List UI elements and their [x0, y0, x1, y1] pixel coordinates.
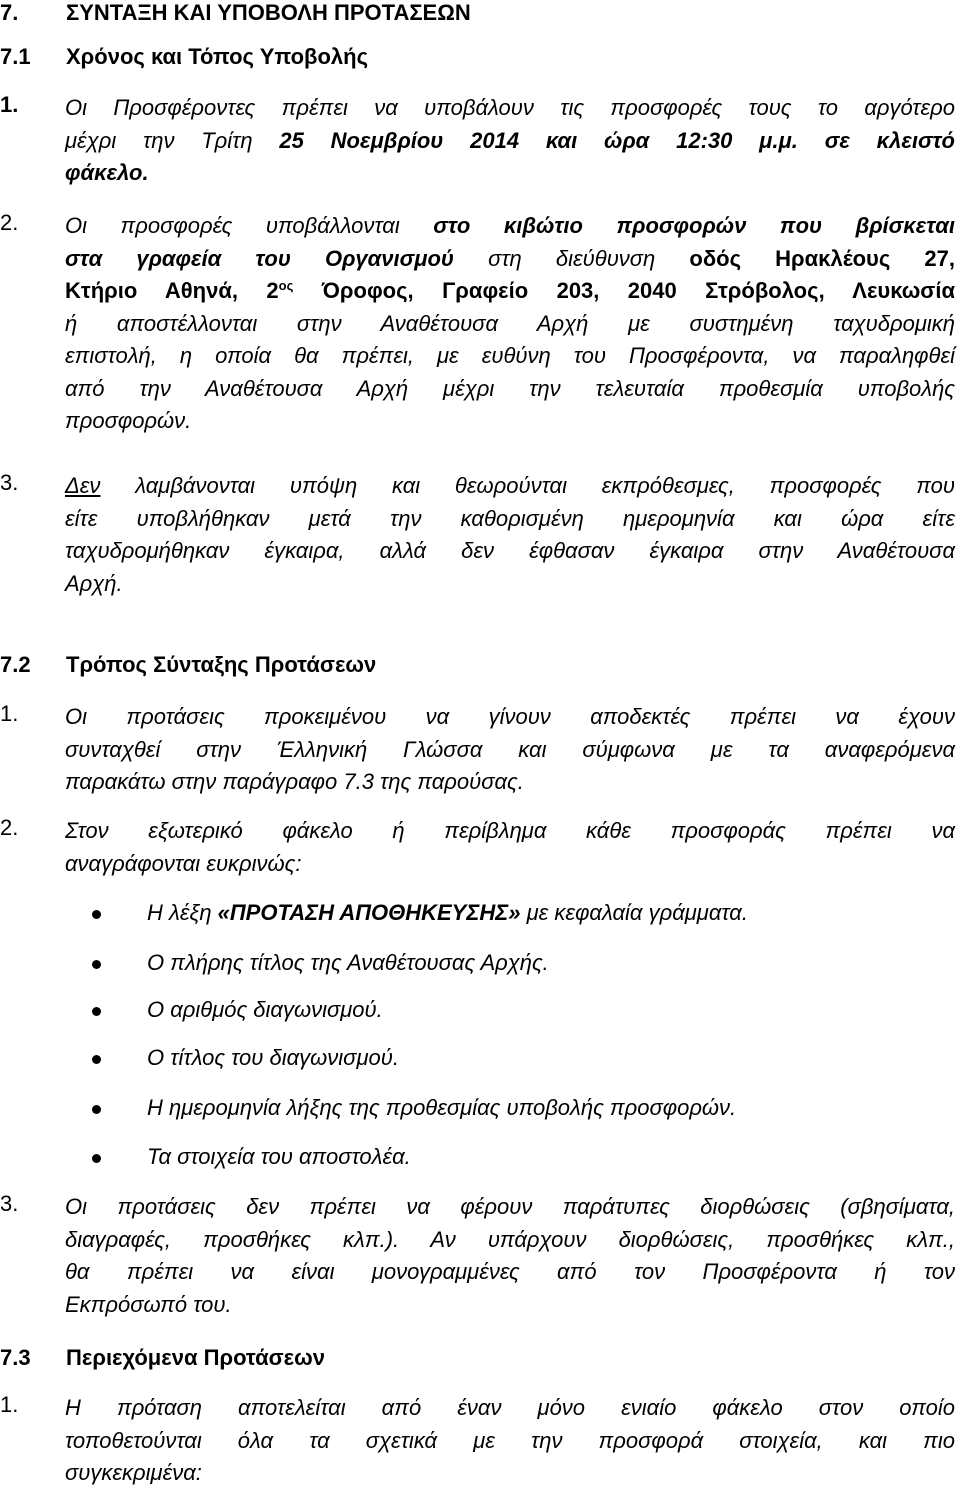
text-run: μέχρι την Τρίτη: [65, 127, 280, 153]
list-item: [0, 815, 955, 880]
bullet-text: [147, 900, 748, 926]
item-number: 2.: [0, 815, 19, 840]
text-run: με κεφαλαία γράμματα.: [520, 900, 748, 925]
bullet-icon: [92, 1055, 101, 1064]
address-text: οδός Ηρακλέους 27,: [689, 245, 955, 271]
list-item: [0, 1191, 955, 1321]
paragraph-line: [65, 275, 955, 308]
paragraph-line: [65, 470, 955, 503]
paragraph-line: Στον εξωτερικό φάκελο ή περίβλημα κάθε προσφοράς πρέπει να: [65, 818, 955, 843]
bullet-icon: [92, 1007, 101, 1016]
subsection-heading-7-3: [0, 1345, 325, 1371]
subsection-number: 7.2: [0, 652, 31, 677]
paragraph-line: Οι προτάσεις δεν πρέπει να φέρουν παράτυπες διορθώσεις (σβησίματα,: [65, 1194, 955, 1219]
list-item: [0, 1392, 955, 1490]
text-run: λαμβάνονται υπόψη και θεωρούνται εκπρόθεσμες, προσφορές που: [100, 473, 955, 498]
list-item: [0, 701, 955, 799]
paragraph-line: παρακάτω στην παράγραφο 7.3 της παρούσας.: [65, 769, 524, 794]
text-run: στα γραφεία του Οργανισμού: [65, 245, 454, 271]
subsection-heading-7-1: [0, 44, 368, 70]
paragraph-line: προσφορών.: [65, 408, 192, 433]
subsection-number: 7.1: [0, 44, 31, 69]
paragraph-line: συγκεκριμένα:: [65, 1460, 202, 1485]
bullet-icon: [92, 1105, 101, 1114]
bullet-text: Ο πλήρης τίτλος της Αναθέτουσας Αρχής.: [147, 950, 549, 975]
subsection-heading-7-2: [0, 652, 376, 678]
bullet-icon: [92, 960, 101, 969]
paragraph-line: Αρχή.: [65, 570, 123, 596]
text-run: Κτήριο Αθηνά, 2: [65, 278, 279, 303]
paragraph-line: [65, 210, 955, 243]
item-number: 3.: [0, 1191, 19, 1216]
subsection-title: Χρόνος και Τόπος Υποβολής: [66, 44, 369, 69]
paragraph-line: θα πρέπει να είναι μονογραμμένες από τον Προσφέροντα ή τον: [65, 1259, 955, 1284]
paragraph-line: από την Αναθέτουσα Αρχή μέχρι την τελευταία προθεσμία υποβολής: [65, 375, 955, 401]
bullet-text: Τα στοιχεία του αποστολέα.: [147, 1144, 411, 1169]
text-run: Η λέξη: [147, 900, 218, 925]
paragraph-line: [65, 243, 955, 276]
paragraph-line: συνταχθεί στην Έλληνική Γλώσσα και σύμφωνα με τα αναφερόμενα: [65, 736, 955, 762]
subsection-number: 7.3: [0, 1345, 31, 1370]
paragraph-line: είτε υποβλήθηκαν μετά την καθορισμένη ημερομηνία και ώρα είτε: [65, 505, 955, 531]
text-run: Οι προσφορές υποβάλλονται: [65, 213, 434, 238]
list-item: [0, 210, 955, 438]
paragraph-line: ή αποστέλλονται στην Αναθέτουσα Αρχή με συστημένη ταχυδρομική: [65, 310, 955, 336]
paragraph-line: τοποθετούνται όλα τα σχετικά με την προσφορά στοιχεία, και πιο: [65, 1427, 955, 1453]
paragraph-line: επιστολή, η οποία θα πρέπει, με ευθύνη του Προσφέροντα, να παραληφθεί: [65, 343, 955, 368]
paragraph-line: Οι προτάσεις προκειμένου να γίνουν αποδεκτές πρέπει να έχουν: [65, 704, 955, 729]
paragraph-line: Οι Προσφέροντες πρέπει να υποβάλουν τις προσφορές τους το αργότερο: [65, 95, 955, 120]
paragraph-line: ταχυδρομήθηκαν έγκαιρα, αλλά δεν έφθασαν έγκαιρα στην Αναθέτουσα: [65, 538, 955, 563]
item-number: 1.: [0, 701, 19, 726]
deadline-text: 25 Νοεμβρίου 2014 και ώρα 12:30 μ.μ. σε κλειστό: [279, 127, 955, 153]
item-number: 1.: [0, 92, 19, 117]
bullet-icon: [92, 1154, 101, 1163]
bullet-text: Ο τίτλος του διαγωνισμού.: [147, 1045, 399, 1070]
paragraph-line: Εκπρόσωπό του.: [65, 1291, 232, 1317]
text-run: στη διεύθυνση: [453, 245, 690, 271]
item-number: 3.: [0, 470, 19, 495]
subsection-title: Τρόπος Σύνταξης Προτάσεων: [66, 652, 377, 677]
paragraph-line: [65, 125, 955, 158]
text-run: Δεν: [65, 473, 101, 498]
item-number: 1.: [0, 1392, 19, 1417]
paragraph-line: διαγραφές, προσθήκες κλπ.). Αν υπάρχουν διορθώσεις, προσθήκες κλπ.,: [65, 1226, 955, 1252]
text-run: «ΠΡΟΤΑΣΗ ΑΠΟΘΗΚΕΥΣΗΣ»: [217, 900, 521, 925]
paragraph-line: Η πρόταση αποτελείται από έναν μόνο ενιαίο φάκελο στον οποίο: [65, 1395, 955, 1420]
list-item: [0, 470, 955, 600]
text-run: στο κιβώτιο προσφορών που βρίσκεται: [433, 213, 955, 238]
superscript: ος: [278, 278, 294, 293]
list-item: [0, 92, 955, 190]
subsection-title: Περιεχόμενα Προτάσεων: [66, 1345, 325, 1370]
text-run: Όροφος, Γραφείο 203, 2040 Στρόβολος, Λευκωσία: [293, 278, 955, 303]
bullet-icon: [92, 910, 101, 919]
item-number: 2.: [0, 210, 19, 235]
paragraph-line: αναγράφονται ευκρινώς:: [65, 850, 302, 876]
section-heading-7: [0, 0, 471, 26]
bullet-text: Η ημερομηνία λήξης της προθεσμίας υποβολής προσφορών.: [147, 1095, 737, 1120]
paragraph-line: φάκελο.: [65, 160, 149, 185]
section-title: ΣΥΝΤΑΞΗ ΚΑΙ ΥΠΟΒΟΛΗ ΠΡΟΤΑΣΕΩΝ: [66, 0, 471, 25]
bullet-text: Ο αριθμός διαγωνισμού.: [147, 997, 383, 1022]
section-number: 7.: [0, 0, 19, 25]
